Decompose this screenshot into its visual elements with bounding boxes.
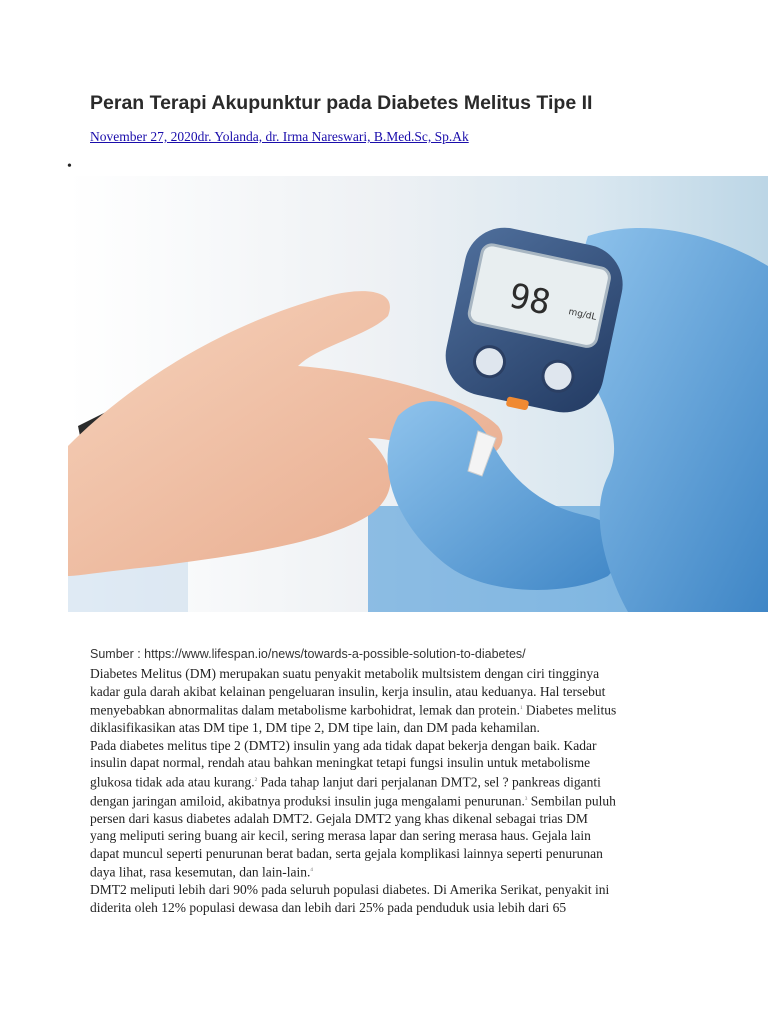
article-date-author-link[interactable]: November 27, 2020dr. Yolanda, dr. Irma Nareswari, B.Med.Sc, Sp.Ak xyxy=(90,129,469,144)
paragraph-2 xyxy=(90,737,685,882)
text-line: diklasifikasikan atas DM tipe 1, DM tipe 2, DM tipe lain, dan DM pada kehamilan. xyxy=(90,720,540,735)
text-line: Diabetes Melitus (DM) merupakan suatu penyakit metabolik multsistem dengan ciri tingginya xyxy=(90,666,600,681)
meter-unit: mg/dL xyxy=(567,307,598,323)
text-line: menyebabkan abnormalitas dalam metabolisme karbohidrat, lemak dan protein.$^1$ Diabetes melitus xyxy=(90,702,617,718)
text-line: yang meliputi sering buang air kecil, sering merasa lapar dan sering merasa haus. Gejala lain xyxy=(90,828,591,843)
text-line: diderita oleh 12% populasi dewasa dan lebih dari 25% pada penduduk usia lebih dari 65 xyxy=(90,899,567,915)
text-line: Pada diabetes melitus tipe 2 (DMT2) insulin yang ada tidak dapat bekerja dengan baik. Kadar xyxy=(90,737,597,753)
paragraph-1 xyxy=(90,665,685,737)
meter-reading: 98 xyxy=(505,275,554,324)
text-line: daya lihat, rasa kesemutan, dan lain-lain.$^4$ xyxy=(90,864,313,880)
footnote-ref[interactable]: 2 xyxy=(254,777,258,783)
text-line: insulin dapat normal, rendah atau bahkan meningkat tetapi fungsi insulin untuk metabolisme xyxy=(90,755,591,770)
text-line: glukosa tidak ada atau kurang.$^2$ Pada tahap lanjut dari perjalanan DMT2, sel ? pankreas diganti xyxy=(90,774,601,789)
article-title: Peran Terapi Akupunktur pada Diabetes Melitus Tipe II xyxy=(90,92,593,114)
list-bullet: • xyxy=(67,159,72,174)
image-source-caption: Sumber : https://www.lifespan.io/news/towards-a-possible-solution-to-diabetes/ xyxy=(90,647,526,661)
text-line: persen dari kasus diabetes adalah DMT2. Gejala DMT2 yang khas dikenal sebagai trias DM xyxy=(90,810,588,826)
paragraph-3 xyxy=(90,881,685,916)
text-line: kadar gula darah akibat kelainan pengeluaran insulin, kerja insulin, atau keduanya. Hal tersebut xyxy=(90,683,606,699)
text-line: dengan jaringan amiloid, akibatnya produksi insulin juga mengalami penurunan.$^3$ Sembilan puluh xyxy=(90,793,616,808)
footnote-ref[interactable]: 1 xyxy=(519,706,523,711)
glucose-meter-illustration xyxy=(68,176,768,612)
text-line: DMT2 meliputi lebih dari 90% pada seluruh populasi diabetes. Di Amerika Serikat, penyakit ini xyxy=(90,882,610,897)
footnote-ref[interactable]: 3 xyxy=(524,796,528,802)
text-line: dapat muncul seperti penurunan berat badan, serta gejala komplikasi lainnya seperti penurunan xyxy=(90,845,603,861)
footnote-ref[interactable]: 4 xyxy=(310,868,313,873)
article-body xyxy=(90,665,685,916)
article-photo-glucose-test xyxy=(68,176,768,612)
